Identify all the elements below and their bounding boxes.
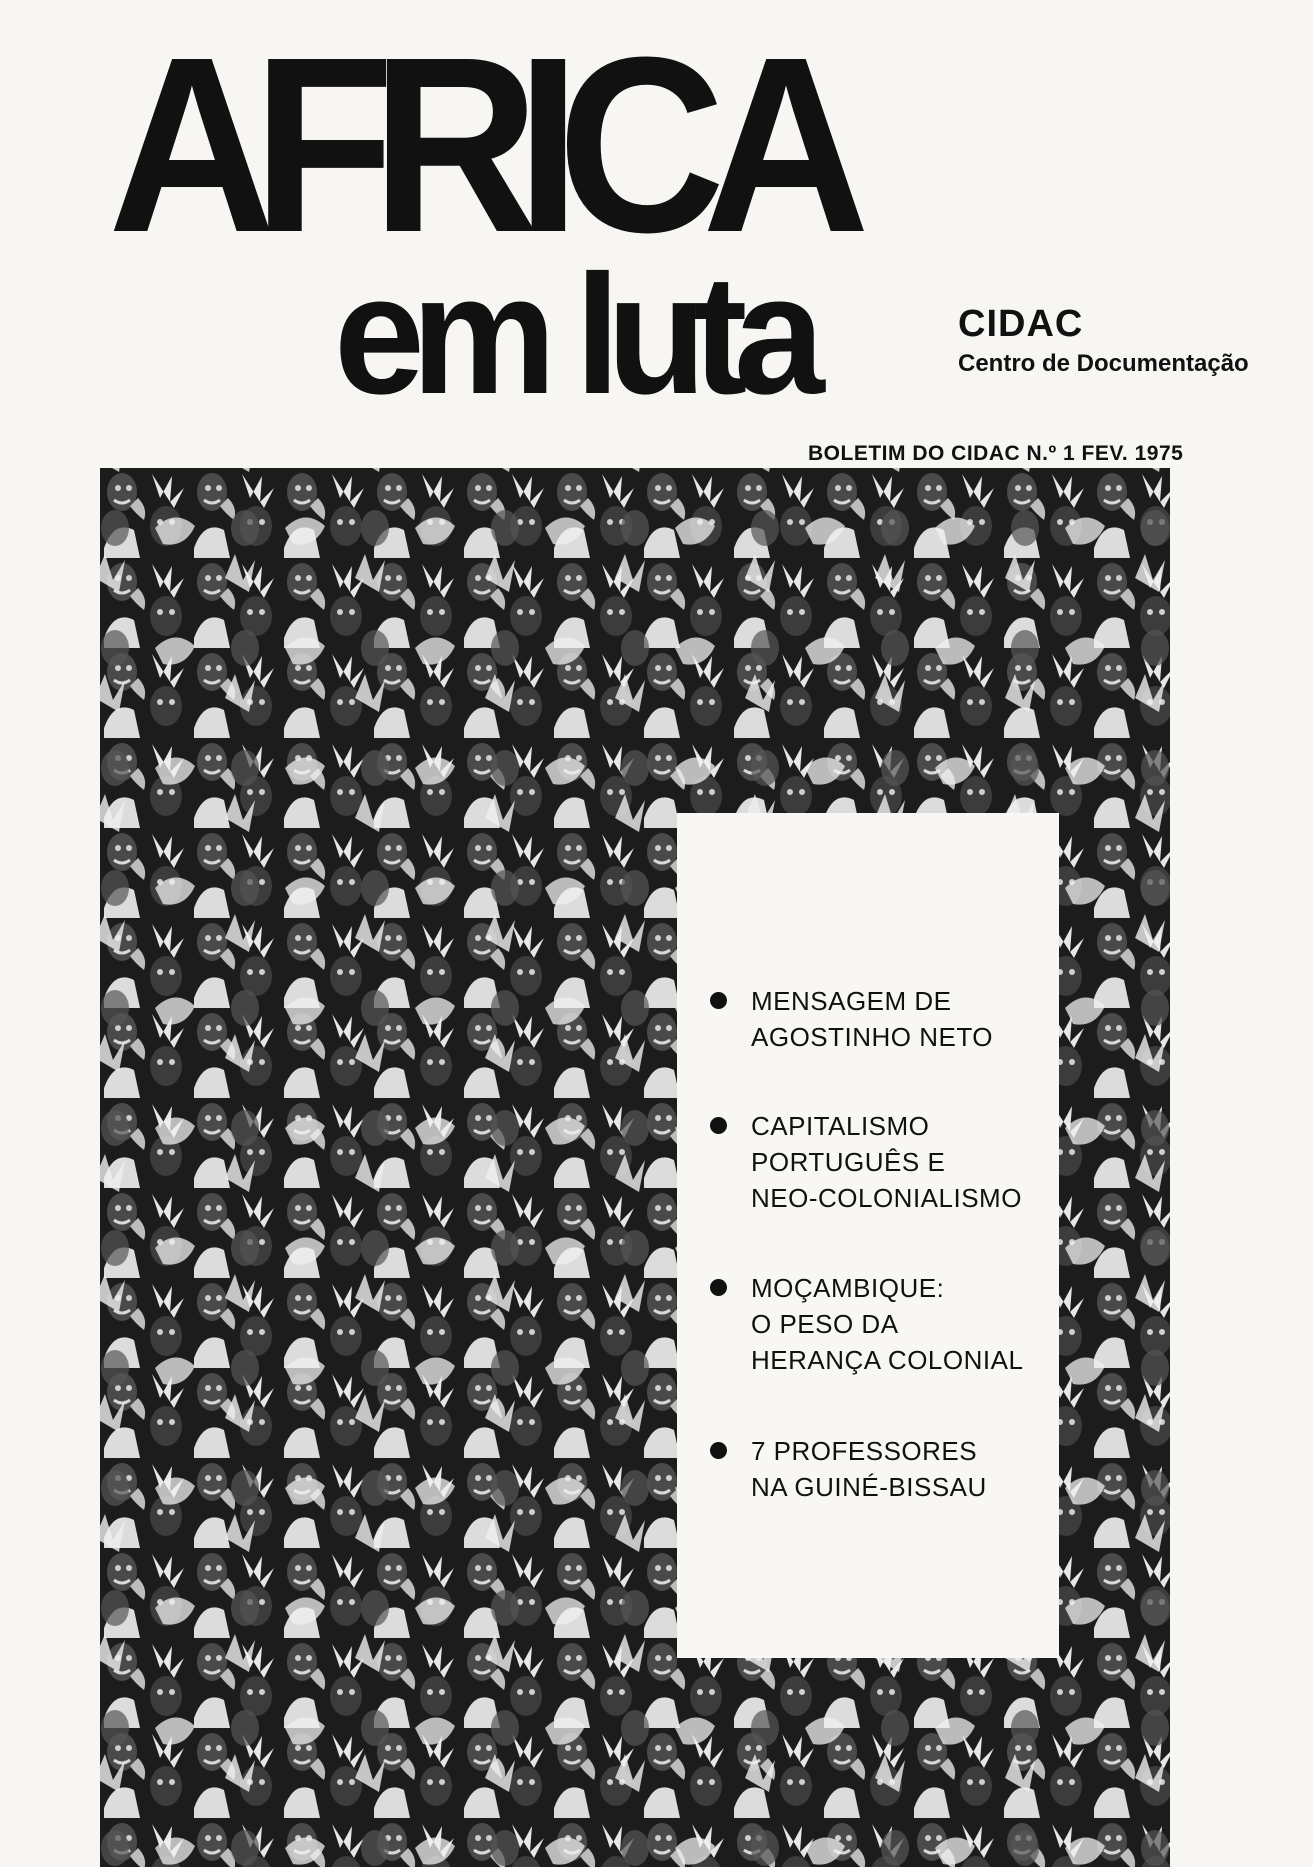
- headline-text: MENSAGEM DE AGOSTINHO NETO: [751, 986, 993, 1052]
- publisher-name: CIDAC: [958, 303, 1084, 345]
- bullet-icon: [710, 992, 727, 1009]
- publisher-description: Centro de Documentação: [958, 350, 1249, 377]
- headline-text: 7 PROFESSORES NA GUINÉ-BISSAU: [751, 1436, 987, 1502]
- headline-text: CAPITALISMO PORTUGUÊS E NEO-COLONIALISMO: [751, 1111, 1022, 1213]
- masthead-title: AFRICA: [108, 5, 847, 284]
- bullet-icon: [710, 1279, 727, 1296]
- headline-text: MOÇAMBIQUE: O PESO DA HERANÇA COLONIAL: [751, 1273, 1024, 1375]
- issue-line: BOLETIM DO CIDAC N.º 1 FEV. 1975: [808, 442, 1184, 465]
- masthead-subtitle: em luta: [334, 240, 812, 430]
- bullet-icon: [710, 1442, 727, 1459]
- headlines-box: [677, 813, 1059, 1658]
- bullet-icon: [710, 1117, 727, 1134]
